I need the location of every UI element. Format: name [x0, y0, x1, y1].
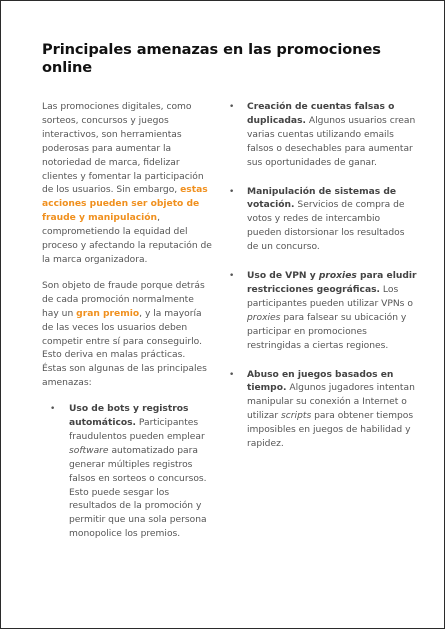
threat-title-em: proxies [318, 271, 357, 282]
right-column [229, 101, 417, 467]
threat-title: Uso de bots y registros automáticos. [69, 404, 189, 429]
threat-title-a: Uso de VPN y [247, 271, 319, 282]
left-column [42, 101, 212, 557]
page-title: Principales amenazas en las promociones online [42, 41, 381, 76]
bullet-icon: • [229, 102, 235, 112]
bullet-icon: • [229, 186, 235, 197]
threat-text-b: automatizado para generar múltiples registros falsos en sorteos o concursos. Esto puede sesgar los resultados de la promoción y permitir que una sola persona monopolice los premios. [69, 445, 207, 540]
intro-p2-text-a: Son objeto de fraude porque detrás de cada promoción normalmente hay un [42, 280, 205, 319]
bullet-icon: • [229, 271, 235, 282]
threat-text-a: Participantes fraudulentos pueden emplear [69, 418, 205, 442]
threat-list-left [42, 403, 212, 542]
threat-list-right [229, 101, 417, 452]
threat-text-em: scripts [281, 411, 312, 422]
threat-text-b: para falsear su ubicación y participar en promociones restringidas a ciertas regiones. [247, 312, 407, 351]
threat-text-a: Algunos usuarios crean varias cuentas utilizando emails falsos o desechables para aumentar sus oportunidades de ganar. [247, 115, 416, 168]
threat-text-a: Los participantes pueden utilizar VPNs o [247, 284, 413, 309]
intro-p1-text-a: Las promociones digitales, como sorteos, concursos y juegos interactivos, son herramientas poderosas para aumentar la notoriedad de marca, fidelizar clientes y fomentar la participación de los usuarios. Sin embargo, [42, 102, 204, 196]
threat-text-b: para obtener tiempos imposibles en juegos de habilidad y rapidez. [247, 411, 414, 450]
bullet-icon: • [229, 369, 235, 380]
bullet-icon: • [50, 404, 56, 415]
threat-title: Creación de cuentas falsas o duplicadas. [247, 102, 395, 126]
intro-paragraph-1 [42, 101, 212, 268]
list-item [229, 369, 417, 452]
threat-text-a: Algunos jugadores intentan manipular su conexión a Internet o utilizar [247, 383, 415, 422]
threat-text-a: Servicios de compra de votos y redes de intercambio pueden distorsionar los resultados de un concurso. [247, 200, 405, 253]
threat-text-em: software [69, 445, 109, 456]
list-item [42, 403, 212, 542]
intro-p1-text-b: , comprometiendo la equidad del proceso y afectando la reputación de la marca organizadora. [42, 213, 212, 265]
threat-text-em: proxies [247, 312, 281, 323]
threat-title: Manipulación de sistemas de votación. [247, 186, 397, 211]
intro-paragraph-2 [42, 280, 212, 391]
intro-p2-highlight: gran premio [76, 308, 140, 319]
intro-p2-text-b: , y la mayoría de las veces los usuarios deben competir entre sí para conseguirlo. Esto deriva en malas prácticas. Éstas son algunas de las principales amenazas: [42, 308, 207, 389]
intro-p1-highlight: estas acciones pueden ser objeto de fraude y manipulación [42, 185, 208, 224]
list-item [229, 270, 417, 353]
threat-title-b: para eludir restricciones geográficas. [247, 271, 417, 295]
list-item [229, 186, 417, 256]
threat-title: Abuso en juegos basados en tiempo. [247, 369, 394, 394]
list-item [229, 101, 417, 171]
